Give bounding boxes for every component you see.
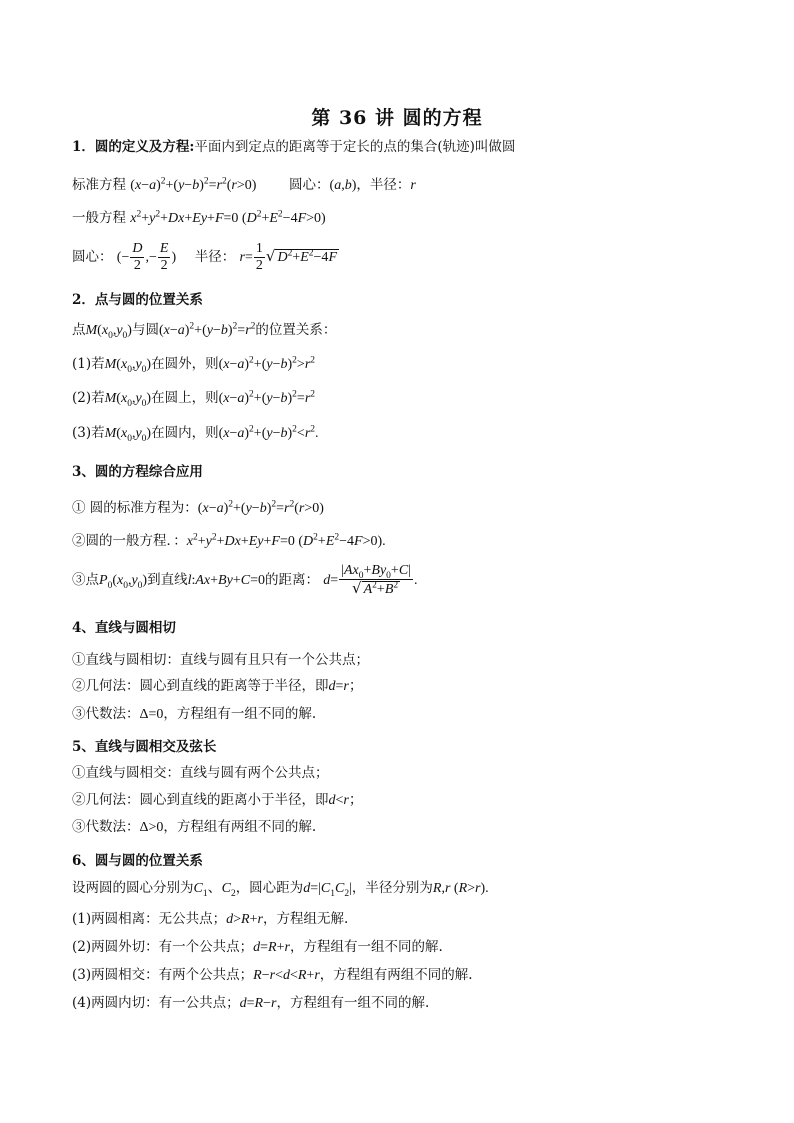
general-center-radius-line — [72, 238, 339, 276]
s4-item-1: ①直线与圆相切：直线与圆有且只有一个公共点； — [72, 652, 369, 668]
s3-item-2 — [72, 531, 386, 552]
s6-r2-b: ，方程组有一组不同的解. — [289, 939, 443, 955]
s6-relation-4 — [72, 993, 429, 1014]
section-2-heading: 2．点与圆的位置关系 — [72, 292, 203, 308]
general-center-label: 圆心： — [72, 249, 113, 265]
s6-r4-formula: d=R−r — [239, 996, 277, 1011]
intro-text-c: 的位置关系： — [255, 322, 337, 338]
general-radius-label: 半径： — [194, 249, 236, 265]
center-label: 圆心： — [289, 177, 330, 193]
point-m: $M(x_0,y_0)$ — [85, 323, 132, 341]
s5-item-3-formula: Δ>0 — [139, 820, 164, 835]
section-6-heading: 6、圆与圆的位置关系 — [72, 853, 203, 869]
section-3-heading: 3、圆的方程综合应用 — [72, 464, 203, 480]
s6-r1-b: ，方程组无解. — [262, 911, 349, 927]
case-outside — [72, 354, 315, 375]
general-radius-formula: r= $\frac{1}{2}$ √ $D^2+E^2-4F$ — [239, 241, 337, 274]
general-equation-label: 一般方程 — [72, 210, 126, 226]
point-circle-intro — [72, 320, 336, 341]
s3-item-2-text: ②圆的一般方程．： — [72, 533, 187, 549]
general-equation-formula: $x^2+y^2+Dx+Ey+F=0$ $(D^2+E^2-4F>0)$ — [130, 209, 326, 226]
case-3-mid: 在圆内，则 — [151, 425, 219, 441]
general-center-formula: (− $\frac{D}{2}$ ,− $\frac{E}{2}$ ) — [116, 241, 177, 274]
radii: R,r (R>r). — [432, 881, 489, 896]
s6-r4-a: (4)两圆内切：有一公共点； — [72, 995, 240, 1011]
s3-item-1-text: ① 圆的标准方程为： — [72, 500, 198, 516]
case-on — [72, 388, 315, 409]
radius-symbol: r — [410, 178, 416, 193]
case-3-formula: $(x-a)^2+(y-b)^2<r^2$. — [218, 424, 319, 441]
section-1-heading-line — [72, 137, 515, 157]
case-1-point: $M(x_0,y_0)$ — [104, 357, 152, 375]
s5-item-1: ①直线与圆相交：直线与圆有两个公共点； — [72, 765, 329, 781]
center-formula: (a,b) — [329, 178, 357, 193]
standard-equation-label: 标准方程 — [72, 177, 126, 193]
section-5-heading: 5、直线与圆相交及弦长 — [72, 739, 217, 755]
centers: $C_1$、$C_2$ — [193, 881, 236, 899]
case-1-formula: $(x-a)^2+(y-b)^2>r^2$ — [218, 355, 316, 372]
s6-r3-formula: R−r<d<R+r — [253, 968, 320, 983]
s3-item-3-text-c: 的距离： — [264, 572, 319, 588]
s3-item-3-text-a: ③点 — [72, 572, 99, 588]
case-inside — [72, 423, 319, 444]
s4-item-3-text-b: ，方程组有一组不同的解. — [163, 706, 317, 722]
s4-item-2 — [72, 676, 363, 697]
s6-relation-3 — [72, 965, 473, 986]
case-1-mid: 在圆外，则 — [151, 356, 219, 372]
s5-item-2 — [72, 790, 363, 811]
s6-relation-1 — [72, 909, 348, 930]
s4-item-3 — [72, 704, 316, 725]
s6-r1-formula: d>R+r — [226, 912, 263, 927]
s5-item-3 — [72, 817, 316, 838]
s3-item-3 — [72, 560, 417, 601]
section-4-heading: 4、直线与圆相切 — [72, 620, 176, 636]
section-1-heading: 1．圆的定义及方程: — [72, 139, 195, 155]
case-3-point: $M(x_0,y_0)$ — [104, 426, 152, 444]
s4-item-2-formula: d=r； — [328, 679, 363, 694]
case-2-point: $M(x_0,y_0)$ — [104, 391, 152, 409]
s4-item-2-text: ②几何法：圆心到直线的距离等于半径，即 — [72, 678, 329, 694]
s6-r3-a: (3)两圆相交：有两个公共点； — [72, 967, 254, 983]
standard-equation-line — [72, 175, 416, 196]
s6-r2-a: (2)两圆外切：有一个公共点； — [72, 939, 254, 955]
s6-intro-a: 设两圆的圆心分别为 — [72, 880, 194, 896]
case-2-mid: 在圆上，则 — [151, 390, 219, 406]
s6-r2-formula: d=R+r — [253, 940, 290, 955]
circle-definition: 平面内到定点的距离等于定长的点的集合(轨迹)叫做圆 — [194, 139, 516, 155]
s5-item-3-text-a: ③代数法： — [72, 819, 140, 835]
s5-item-2-text: ②几何法：圆心到直线的距离小于半径，即 — [72, 792, 329, 808]
s6-intro-c: ，半径分别为 — [351, 880, 433, 896]
point-p0: $P_0(x_0,y_0)$ — [99, 573, 148, 591]
case-2-formula: $(x-a)^2+(y-b)^2=r^2$ — [218, 389, 316, 406]
s4-item-3-text-a: ③代数法： — [72, 706, 140, 722]
intro-text-b: 与圆 — [131, 322, 159, 338]
s6-relation-2 — [72, 937, 443, 958]
s3-item-1-formula: $(x-a)^2+(y-b)^2=r^2(r>0)$ — [197, 499, 324, 516]
case-1-pre: (1)若 — [72, 356, 105, 372]
s3-item-3-text-b: 到直线 — [147, 572, 188, 588]
intro-text-a: 点 — [72, 322, 86, 338]
s6-r1-a: (1)两圆相离：无公共点； — [72, 911, 227, 927]
case-2-pre: (2)若 — [72, 390, 105, 406]
case-3-pre: (3)若 — [72, 425, 105, 441]
page-title: 第 36 讲 圆的方程 — [311, 107, 483, 129]
distance-formula: d= $\frac{|Ax_0+By_0+C|}{√ A^2+B^2}$ . — [323, 563, 418, 598]
s3-item-2-formula: $x^2+y^2+Dx+Ey+F=0$ $(D^2+E^2-4F>0)$. — [186, 532, 386, 549]
center-distance: $d=|C_1C_2|$ — [303, 881, 352, 899]
s6-intro — [72, 878, 489, 899]
s5-item-2-formula: d<r； — [328, 793, 363, 808]
radius-label: ，半径： — [356, 177, 411, 193]
general-equation-line — [72, 208, 326, 229]
s4-item-3-formula: Δ=0 — [139, 707, 164, 722]
s5-item-3-text-b: ，方程组有两组不同的解. — [163, 819, 317, 835]
circle-formula: $(x-a)^2+(y-b)^2=r^2$ — [158, 321, 256, 338]
s6-intro-b: ，圆心距为 — [235, 880, 304, 896]
s6-r4-b: ，方程组有一组不同的解. — [276, 995, 430, 1011]
standard-equation-formula: $(x-a)^2+(y-b)^2=r^2(r>0)$ — [130, 176, 257, 193]
s6-r3-b: ，方程组有两组不同的解. — [319, 967, 473, 983]
s3-item-1 — [72, 498, 324, 519]
line-equation: l:Ax+By+C=0 — [187, 573, 265, 588]
